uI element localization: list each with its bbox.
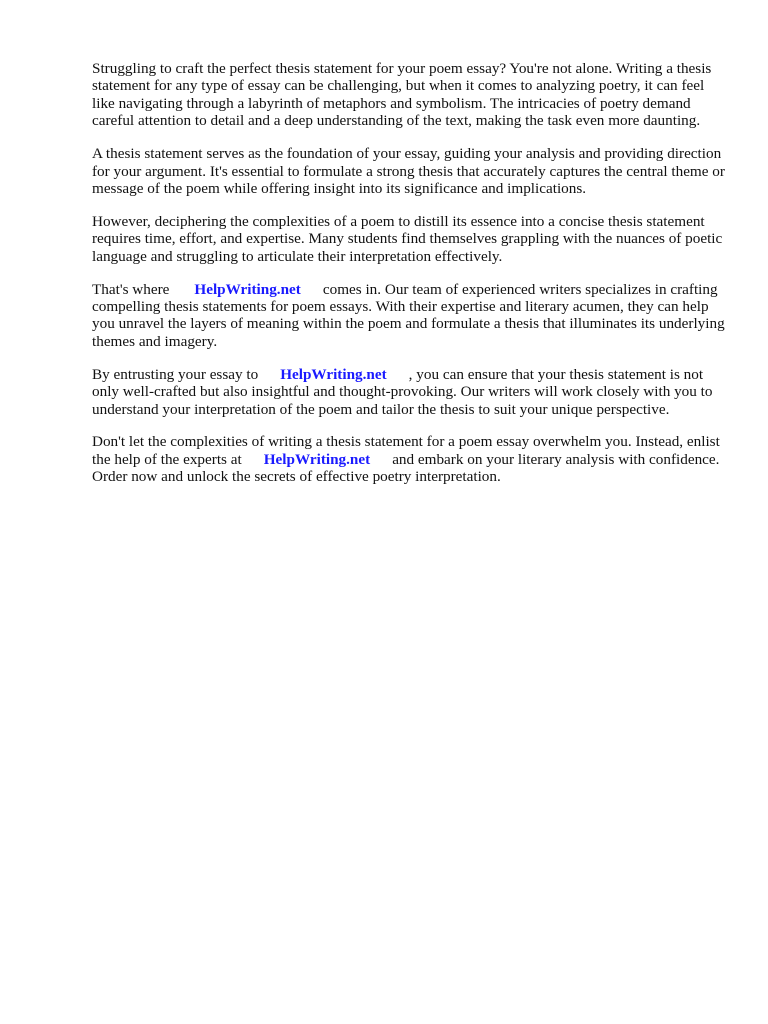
helpwriting-link-3[interactable]: HelpWriting.net: [263, 450, 371, 468]
paragraph-intro: [92, 60, 728, 130]
paragraph-entrusting-lead: By entrusting your essay to: [92, 365, 259, 383]
paragraph-closing-lead: Don't let the complexities of writing a thesis statement for a poem essay overwhelm you. Instead, enlist the help of the experts at: [92, 433, 720, 468]
paragraph-complexities-text: However, deciphering the complexities of a poem to distill its essence into a concise thesis statement requires time, effort, and expertise. Many students find themselves grappling with the nuances of poetic language and struggling to articulate their interpretation effectively.: [92, 212, 723, 265]
paragraph-thats-where-rest: comes in. Our team of experienced writers specializes in crafting compelling thesis statements for poem essays. With their expertise and literary acumen, they can help you unravel the layers of meaning within the poem and formulate a thesis that illuminates its underlying themes and imagery.: [92, 280, 725, 350]
helpwriting-link-2[interactable]: HelpWriting.net: [280, 365, 387, 383]
paragraph-thesis-foundation-text: A thesis statement serves as the foundation of your essay, guiding your analysis and providing direction for your argument. It's essential to formulate a strong thesis that accurately captures the central theme or message of the poem while offering insight into its significance and implications.: [92, 145, 725, 197]
paragraph-complexities: [92, 213, 728, 265]
paragraph-closing: [92, 433, 728, 485]
paragraph-thesis-foundation: [92, 145, 728, 197]
paragraph-thats-where-lead: That's where: [92, 280, 170, 298]
paragraph-thats-where: [92, 281, 728, 351]
paragraph-entrusting-rest: , you can ensure that your thesis statement is not only well-crafted but also insightful and thought-provoking. Our writers will work closely with you to understand your interpretation of the poem and tailor the thesis to suit your unique perspective.: [92, 365, 713, 418]
helpwriting-link-1[interactable]: HelpWriting.net: [194, 280, 301, 298]
paragraph-entrusting: [92, 366, 728, 418]
paragraph-intro-text: Struggling to craft the perfect thesis statement for your poem essay? You're not alone. Writing a thesis statement for any type of essay can be challenging, but when it comes to analyzing poetry, it can feel like navigating through a labyrinth of metaphors and symbolism. The intricacies of poetry demand careful attention to detail and a deep understanding of the text, making the task even more daunting.: [92, 60, 712, 130]
paragraph-closing-rest: and embark on your literary analysis with confidence. Order now and unlock the secrets of effective poetry interpretation.: [92, 450, 720, 486]
document-page: [92, 60, 728, 501]
